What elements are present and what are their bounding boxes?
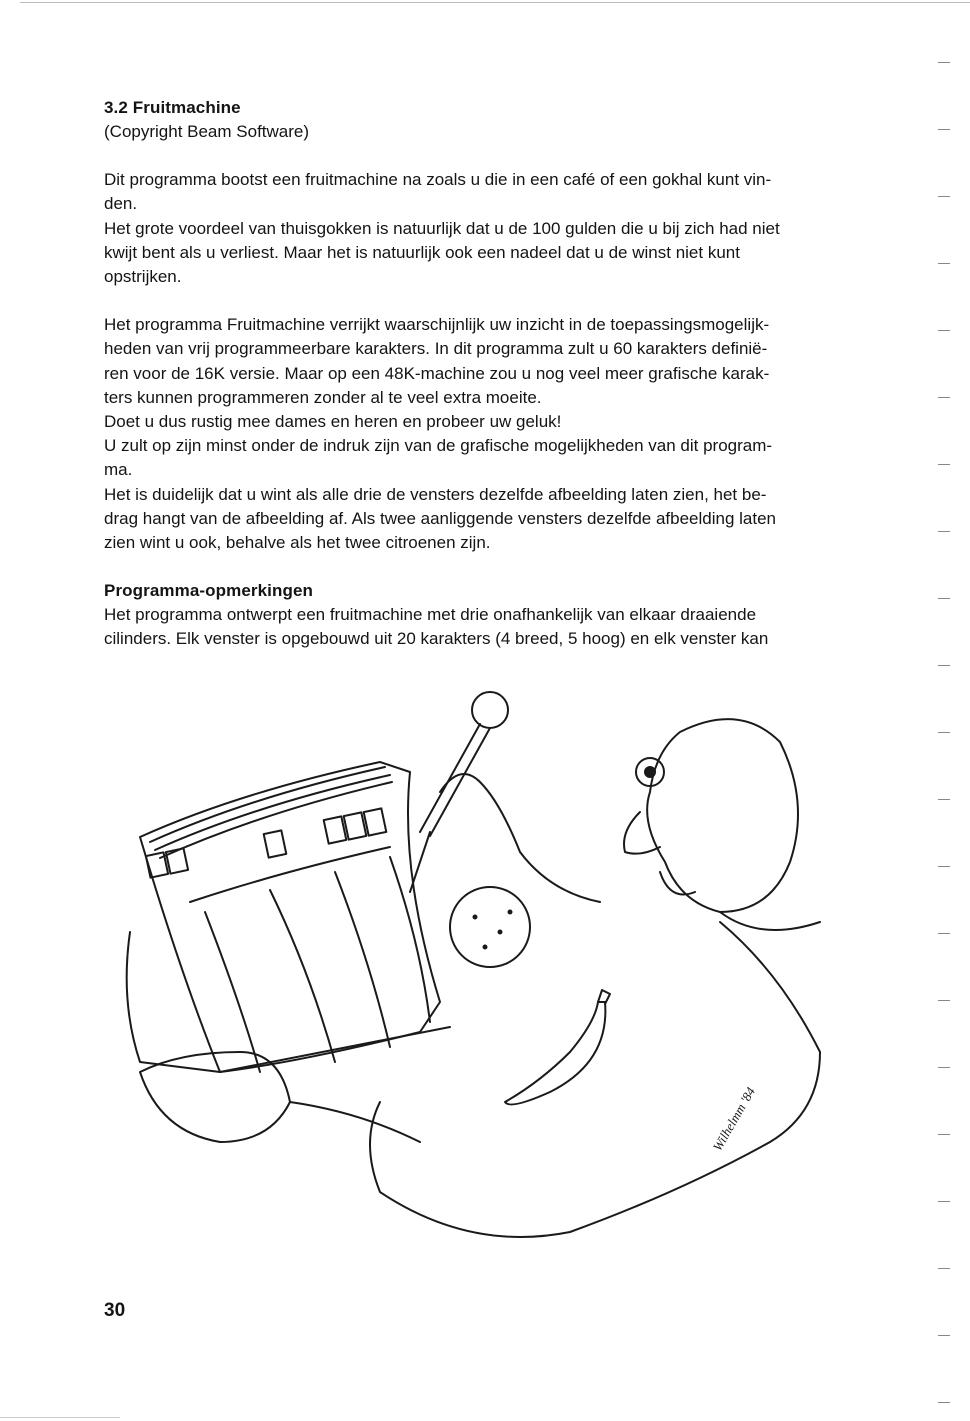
text-line: ters kunnen programmeren zonder al te veel extra moeite. — [104, 387, 542, 407]
page-number: 30 — [104, 1300, 126, 1321]
text-line: Het is duidelijk dat u wint als alle drie de vensters dezelfde afbeelding laten zien, het be- — [104, 484, 767, 504]
margin-tick — [938, 263, 950, 264]
paragraph-intro — [104, 168, 846, 289]
margin-tick — [938, 866, 950, 867]
margin-tick — [938, 1067, 950, 1068]
orange-drawing — [450, 887, 530, 967]
lever-drawing — [410, 692, 508, 892]
text-line: zien wint u ook, behalve als het twee citroenen zijn. — [104, 533, 491, 553]
text-line: U zult op zijn minst onder de indruk zijn van de grafische mogelijkheden van dit program- — [104, 436, 773, 456]
text-line: den. — [104, 194, 138, 214]
margin-tick — [938, 1402, 950, 1403]
banana-drawing — [505, 990, 610, 1104]
margin-tick — [938, 598, 950, 599]
text-line: Het programma Fruitmachine verrijkt waarschijnlijk uw inzicht in de toepassingsmogelijk- — [104, 315, 770, 335]
text-line: opstrijken. — [104, 267, 182, 287]
paragraph-program — [104, 313, 846, 555]
copyright-line: (Copyright Beam Software) — [104, 122, 310, 141]
text-line: ma. — [104, 460, 133, 480]
bottom-rule — [0, 1417, 120, 1418]
margin-tick — [938, 1268, 950, 1269]
text-line: ren voor de 16K versie. Maar op een 48K-machine zou u nog veel meer grafische karak- — [104, 363, 770, 383]
margin-binding-ticks — [930, 0, 970, 1421]
margin-tick — [938, 397, 950, 398]
illustration-signature: Wilhelmm '84 — [709, 1084, 759, 1154]
text-line: Het programma ontwerpt een fruitmachine met drie onafhankelijk van elkaar draaiende — [104, 605, 757, 625]
margin-tick — [938, 330, 950, 331]
fruit-machine-illustration — [120, 672, 840, 1272]
margin-tick — [938, 129, 950, 130]
text-line: Doet u dus rustig mee dames en heren en probeer uw geluk! — [104, 412, 562, 432]
text-line: Het grote voordeel van thuisgokken is natuurlijk dat u de 100 gulden die u bij zich had niet — [104, 218, 780, 238]
margin-tick — [938, 62, 950, 63]
margin-tick — [938, 531, 950, 532]
margin-tick — [938, 196, 950, 197]
margin-tick — [938, 1201, 950, 1202]
paragraph-remarks — [104, 603, 846, 651]
margin-tick — [938, 1335, 950, 1336]
margin-tick — [938, 732, 950, 733]
text-body — [104, 96, 846, 652]
subsection-title: Programma-opmerkingen — [104, 581, 313, 601]
character-drawing — [140, 719, 820, 1237]
margin-tick — [938, 1000, 950, 1001]
margin-tick — [938, 464, 950, 465]
margin-tick — [938, 933, 950, 934]
section-title: 3.2 Fruitmachine — [104, 98, 241, 117]
text-line: cilinders. Elk venster is opgebouwd uit 20 karakters (4 breed, 5 hoog) en elk venster kan — [104, 629, 769, 649]
margin-tick — [938, 799, 950, 800]
top-rule — [20, 2, 970, 3]
text-line: Dit programma bootst een fruitmachine na zoals u die in een café of een gokhal kunt vin- — [104, 170, 772, 190]
slot-machine-drawing — [127, 762, 450, 1072]
margin-tick — [938, 665, 950, 666]
text-line: kwijt bent als u verliest. Maar het is natuurlijk ook een nadeel dat u de winst niet kunt — [104, 242, 740, 262]
text-line: heden van vrij programmeerbare karakters. In dit programma zult u 60 karakters definië- — [104, 339, 768, 359]
text-line: drag hangt van de afbeelding af. Als twee aanliggende vensters dezelfde afbeelding laten — [104, 508, 776, 528]
margin-tick — [938, 1134, 950, 1135]
